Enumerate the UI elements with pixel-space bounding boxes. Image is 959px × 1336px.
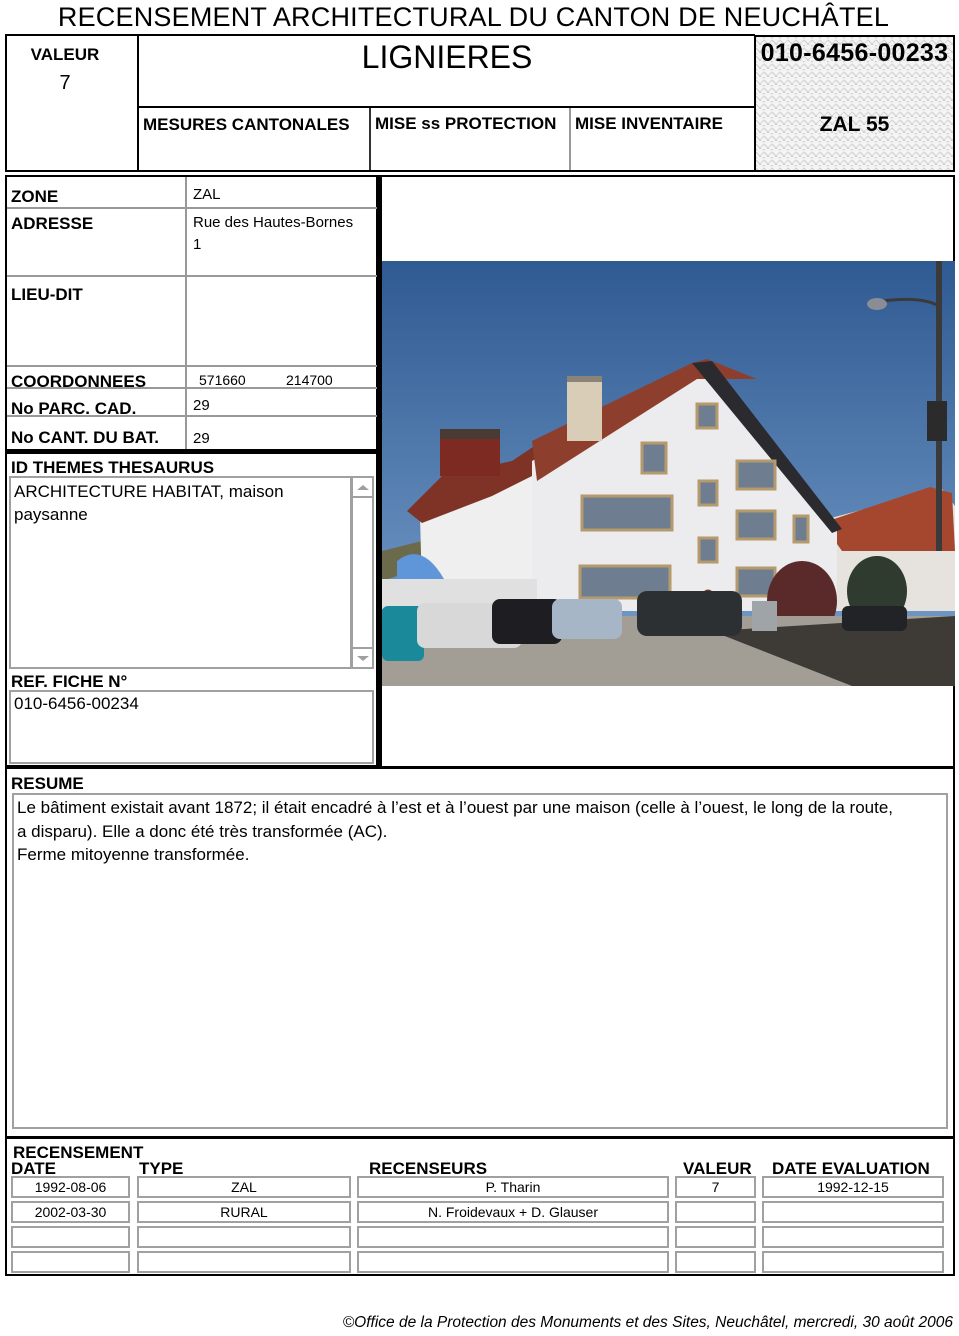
row2-valeur[interactable] xyxy=(675,1201,756,1223)
scroll-up-button[interactable] xyxy=(353,478,372,498)
row3-valeur[interactable] xyxy=(675,1226,756,1248)
themes-line2: paysanne xyxy=(14,505,88,524)
row4-date[interactable] xyxy=(11,1251,130,1273)
row1-valeur[interactable]: 7 xyxy=(675,1176,756,1198)
header-date: DATE xyxy=(11,1159,57,1178)
resume-line3: Ferme mitoyenne transformée. xyxy=(17,845,250,864)
resume-textarea[interactable] xyxy=(12,793,948,1129)
row-divider xyxy=(7,275,377,277)
row2-recenseurs[interactable]: N. Froidevaux + D. Glauser xyxy=(357,1201,669,1223)
ref-fiche-label: REF. FICHE N° xyxy=(11,672,128,691)
row1-recenseurs[interactable]: P. Tharin xyxy=(357,1176,669,1198)
row4-recenseurs[interactable] xyxy=(357,1251,669,1273)
row3-date-evaluation[interactable] xyxy=(762,1226,944,1248)
mesures-cantonales-field: MESURES CANTONALES xyxy=(139,108,371,170)
row-divider xyxy=(7,365,377,367)
fiche-id-box xyxy=(754,35,955,172)
triangle-down-icon xyxy=(357,656,369,661)
scroll-down-button[interactable] xyxy=(353,647,372,667)
fiche-id-zone: ZAL 55 xyxy=(819,113,890,136)
photo-frame xyxy=(379,175,955,767)
themes-line1: ARCHITECTURE HABITAT, maison xyxy=(14,482,284,501)
header-date-evaluation: DATE EVALUATION xyxy=(772,1159,930,1178)
coord-x-value: 571660 xyxy=(199,372,246,388)
building-photo xyxy=(382,261,955,686)
row4-date-evaluation[interactable] xyxy=(762,1251,944,1273)
themes-scrollbar[interactable] xyxy=(351,476,374,669)
resume-line1: Le bâtiment existait avant 1872; il était encadré à l’est et à l’ouest par une maison (celle à l’ouest, le long de la route, xyxy=(17,798,894,817)
cant-bat-label: No CANT. DU BAT. xyxy=(11,428,159,447)
row4-type[interactable] xyxy=(137,1251,351,1273)
valeur-label: VALEUR xyxy=(30,45,100,64)
valeur-value: 7 xyxy=(59,72,71,94)
row2-type[interactable]: RURAL xyxy=(137,1201,351,1223)
zone-label: ZONE xyxy=(11,187,59,206)
adresse-line2: 1 xyxy=(193,236,202,253)
header-type: TYPE xyxy=(139,1159,184,1178)
column-divider xyxy=(185,177,187,449)
adresse-label: ADRESSE xyxy=(11,214,94,233)
row3-recenseurs[interactable] xyxy=(357,1226,669,1248)
info-table xyxy=(5,175,379,451)
footer-copyright: ©Office de la Protection des Monuments et des Sites, Neuchâtel, mercredi, 30 août 2006 xyxy=(342,1314,953,1331)
themes-label: ID THEMES THESAURUS xyxy=(11,458,215,477)
triangle-up-icon xyxy=(357,485,369,490)
zone-value: ZAL xyxy=(193,186,221,203)
cant-bat-value: 29 xyxy=(193,430,210,447)
themes-textarea[interactable] xyxy=(9,476,352,669)
row2-date-evaluation[interactable] xyxy=(762,1201,944,1223)
ref-fiche-field[interactable]: 010-6456-00234 xyxy=(9,690,374,764)
resume-section xyxy=(5,766,955,1138)
resume-label: RESUME xyxy=(11,774,84,793)
mise-protection-field: MISE ss PROTECTION xyxy=(371,108,571,170)
commune-name: LIGNIERES xyxy=(139,36,755,108)
row-divider xyxy=(7,207,377,209)
fiche-id-number: 010-6456-00233 xyxy=(760,39,949,67)
document-title: RECENSEMENT ARCHITECTURAL DU CANTON DE NEUCHÂTEL xyxy=(57,2,890,32)
recensement-section xyxy=(5,1136,955,1276)
header-valeur: VALEUR xyxy=(683,1159,752,1178)
adresse-line1: Rue des Hautes-Bornes xyxy=(193,214,354,231)
valeur-cell xyxy=(7,36,139,170)
row-divider xyxy=(7,387,377,389)
header-box xyxy=(5,34,755,172)
row1-date[interactable]: 1992-08-06 xyxy=(11,1176,130,1198)
row4-valeur[interactable] xyxy=(675,1251,756,1273)
header-recenseurs: RECENSEURS xyxy=(369,1159,488,1178)
lieu-dit-label: LIEU-DIT xyxy=(11,285,83,304)
mise-inventaire-field: MISE INVENTAIRE xyxy=(575,114,723,133)
parc-cad-value: 29 xyxy=(193,397,210,414)
row3-date[interactable] xyxy=(11,1226,130,1248)
row1-date-evaluation[interactable]: 1992-12-15 xyxy=(762,1176,944,1198)
coord-y-value: 214700 xyxy=(286,372,333,388)
recensement-title: RECENSEMENT xyxy=(13,1143,144,1162)
row2-date[interactable]: 2002-03-30 xyxy=(11,1201,130,1223)
themes-section xyxy=(5,451,379,767)
resume-line2: a disparu). Elle a donc été très transformée (AC). xyxy=(17,821,388,841)
parc-cad-label: No PARC. CAD. xyxy=(11,399,137,415)
row3-type[interactable] xyxy=(137,1226,351,1248)
row-divider xyxy=(7,415,377,417)
coordonnees-label: COORDONNEES xyxy=(11,372,147,387)
row1-type[interactable]: ZAL xyxy=(137,1176,351,1198)
